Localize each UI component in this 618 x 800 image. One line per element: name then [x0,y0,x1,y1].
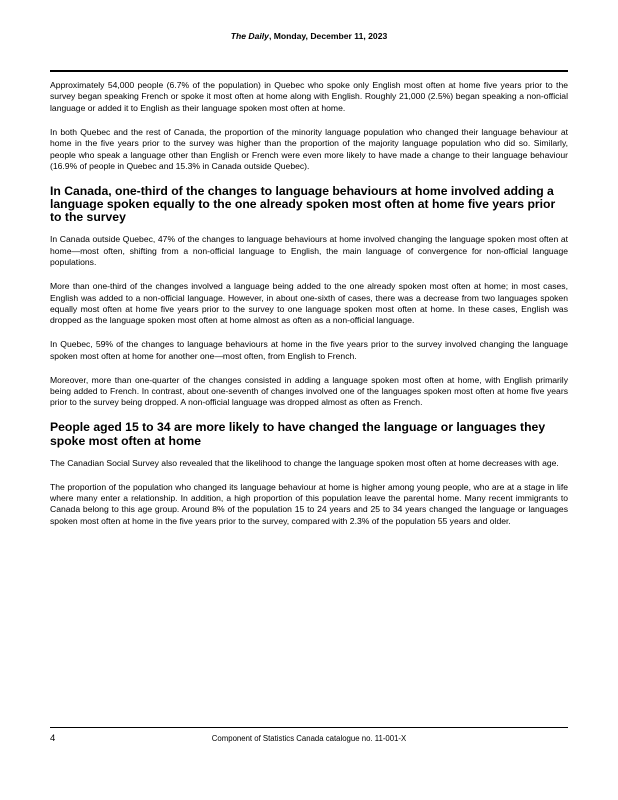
footer-rule [50,727,568,728]
paragraph: In both Quebec and the rest of Canada, the proportion of the minority language population who changed their language behaviour at home in the five years prior to the survey was higher than the proportion of the majority language population who did so. Similarly, people who speak a language other than English or French were even more likely to have made a change to their language behaviour (16.9% of people in Quebec and 15.3% in Canada outside Quebec). [50,126,568,171]
paragraph: In Quebec, 59% of the changes to language behaviours at home in the five years prior to the survey involved changing the language spoken most often at home for another one—most often, from English to French. [50,339,568,361]
paragraph: Approximately 54,000 people (6.7% of the population) in Quebec who spoke only English most often at home five years prior to the survey began speaking French or spoke it most often at home along with English. Roughly 21,000 (2.5%) began speaking a non-official language or added it to English as their language spoken most often at home. [50,80,568,113]
paragraph: More than one-third of the changes involved a language being added to the one already spoken most often at home; in most cases, English was added to a non-official language. However, in about one-sixth of cases, there was a decrease from two languages spoken equally most often at home five years prior to the survey to one language spoken most often at home. In these cases, English was dropped as the language spoken most often at home almost as often as a non-official language. [50,281,568,326]
paragraph: Moreover, more than one-quarter of the changes consisted in adding a language spoken most often at home, with English primarily being added to French. In contrast, about one-seventh of changes involved one of the languages spoken most often at home five years prior to the survey being dropped. A non-official language was dropped almost as often as French. [50,374,568,408]
header-rule [50,70,568,72]
article-body [50,80,568,540]
paragraph: The Canadian Social Survey also revealed that the likelihood to change the language spoken most often at home decreases with age. [50,457,559,468]
section-heading: In Canada, one-third of the changes to language behaviours at home involved adding a language spoken equally to the one already spoken most often at home five years prior to the survey [50,183,556,225]
publication-name: The Daily [230,31,269,41]
page-number: 4 [50,733,56,744]
paragraph: The proportion of the population who changed its language behaviour at home is higher among young people, who are at a stage in life where many enter a relationship. In addition, a high proportion of this population leave the parental home. Many recent immigrants to Canada belong to this age group. Around 8% of the population 15 to 24 years and 25 to 34 years changed the language or languages spoken most often at home in the five years prior to the survey, compared with 2.3% of the population 55 years and older. [50,481,568,526]
paragraph: In Canada outside Quebec, 47% of the changes to language behaviours at home involved changing the language spoken most often at home—most often, shifting from a non-official language to English, the main language of convergence for non-official language populations. [50,234,568,268]
page-header [0,31,618,42]
footer-catalogue-text: Component of Statistics Canada catalogue no. 11-001-X [211,734,407,743]
publication-date: , Monday, December 11, 2023 [268,31,388,41]
section-heading: People aged 15 to 34 are more likely to have changed the language or languages they spoke most often at home [50,420,546,448]
